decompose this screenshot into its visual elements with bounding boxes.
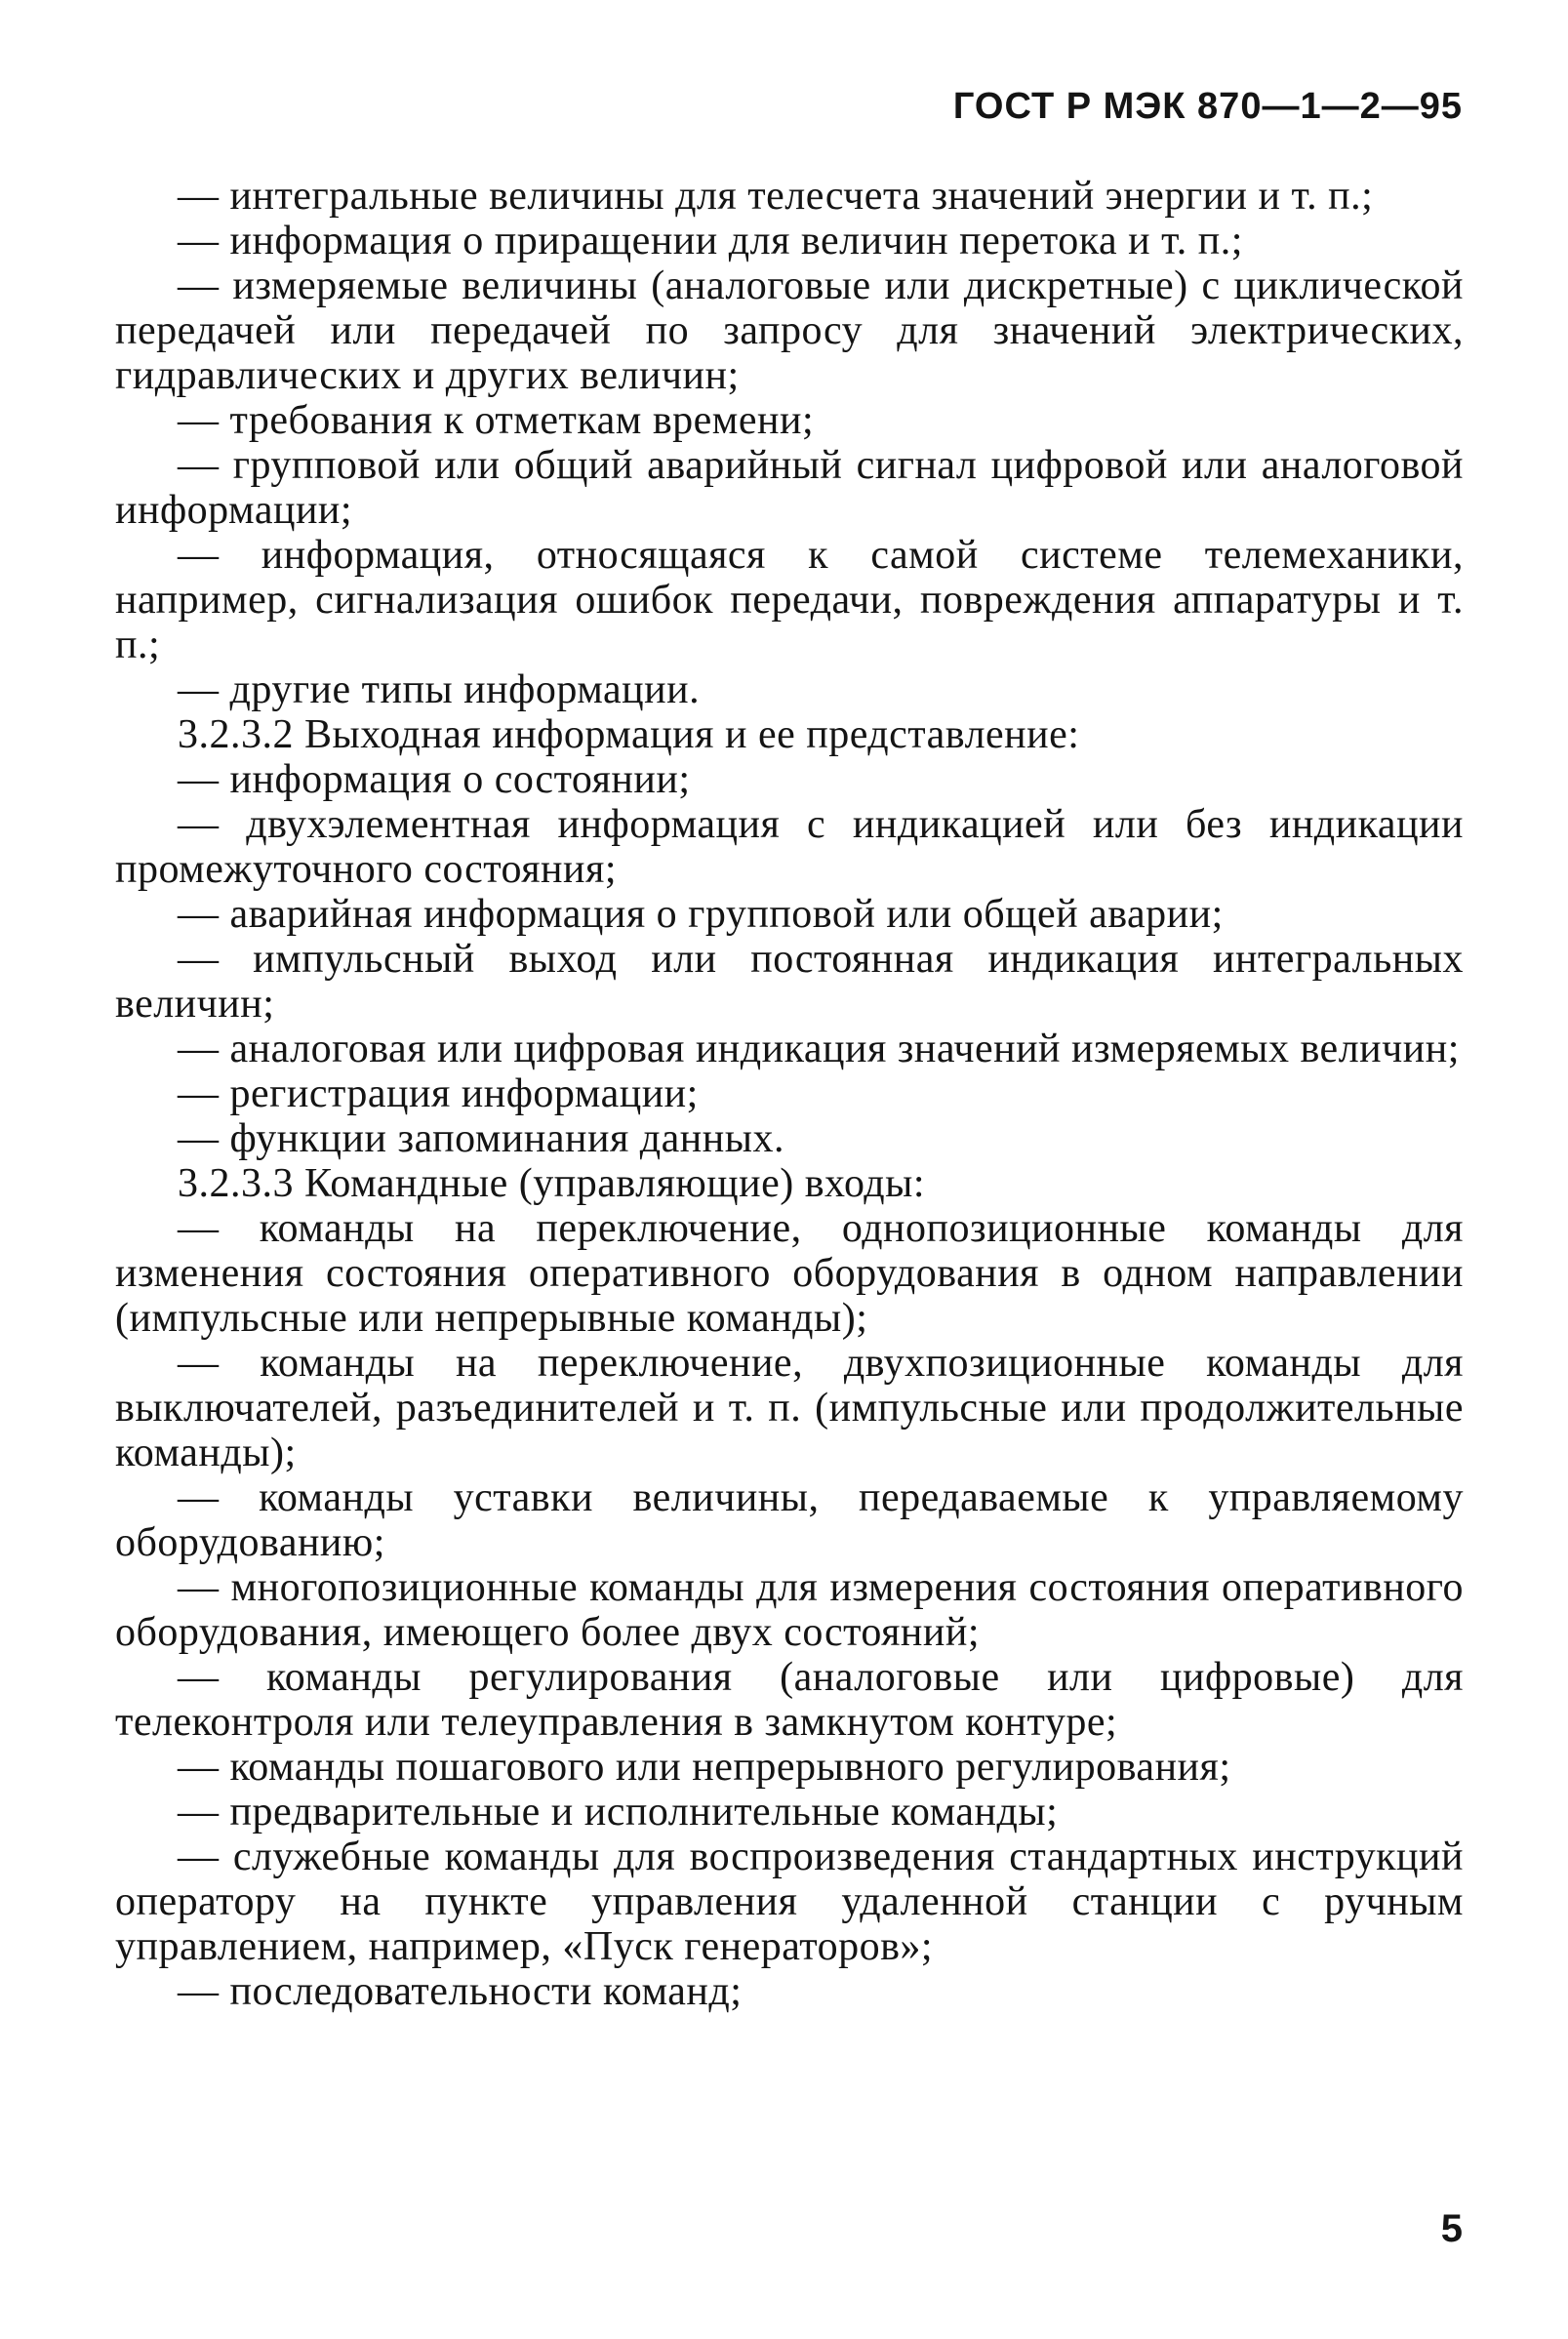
paragraph: — двухэлементная информация с индикацией или без индикации промежуточного состояния; [115, 802, 1464, 892]
paragraph: — аварийная информация о групповой или общей аварии; [178, 892, 1224, 937]
page-number: 5 [1440, 2207, 1463, 2250]
paragraph: — другие типы информации. [178, 667, 701, 712]
paragraph: — информация о состоянии; [178, 757, 691, 802]
paragraph: — информация, относящаяся к самой системе телемеханики, например, сигнализация ошибок передачи, повреждения аппаратуры и т. п.; [115, 533, 1464, 667]
paragraph: — требования к отметкам времени; [178, 398, 815, 443]
paragraph: — информация о приращении для величин перетока и т. п.; [178, 219, 1243, 263]
document-header: ГОСТ Р МЭК 870—1—2—95 [952, 86, 1463, 127]
paragraph: — импульсный выход или постоянная индикация интегральных величин; [115, 937, 1464, 1027]
paragraph: — многопозиционные команды для измерения состояния оперативного оборудования, имеющего более двух состояний; [115, 1565, 1464, 1655]
paragraph: — интегральные величины для телесчета значений энергии и т. п.; [178, 174, 1374, 219]
paragraph: — последовательности команд; [178, 1969, 743, 2014]
section-heading: 3.2.3.3 Командные (управляющие) входы: [178, 1161, 925, 1206]
paragraph: — предварительные и исполнительные команды; [178, 1790, 1059, 1835]
paragraph: — команды на переключение, двухпозиционные команды для выключателей, разъединителей и т. п. (импульсные или продолжительные команды); [115, 1341, 1464, 1475]
document-body [115, 174, 1464, 2014]
paragraph: — регистрация информации; [178, 1071, 699, 1116]
paragraph: — измеряемые величины (аналоговые или дискретные) с циклической передачей или передачей по запросу для значений электрических, гидравлических и других величин; [115, 263, 1464, 398]
paragraph: — команды регулирования (аналоговые или цифровые) для телеконтроля или телеуправления в замкнутом контуре; [115, 1655, 1464, 1745]
paragraph: — команды уставки величины, передаваемые к управляемому оборудованию; [115, 1475, 1464, 1565]
paragraph: — групповой или общий аварийный сигнал цифровой или аналоговой информации; [115, 443, 1464, 533]
section-heading: 3.2.3.2 Выходная информация и ее представление: [178, 712, 1080, 757]
paragraph: — аналоговая или цифровая индикация значений измеряемых величин; [178, 1027, 1460, 1071]
paragraph: — служебные команды для воспроизведения стандартных инструкций оператору на пункте управления удаленной станции с ручным управлением, например, «Пуск генераторов»; [115, 1835, 1464, 1969]
paragraph: — команды на переключение, однопозиционные команды для изменения состояния оперативного оборудования в одном направлении (импульсные или непрерывные команды); [115, 1206, 1464, 1341]
paragraph: — команды пошагового или непрерывного регулирования; [178, 1745, 1231, 1790]
paragraph: — функции запоминания данных. [178, 1116, 784, 1161]
